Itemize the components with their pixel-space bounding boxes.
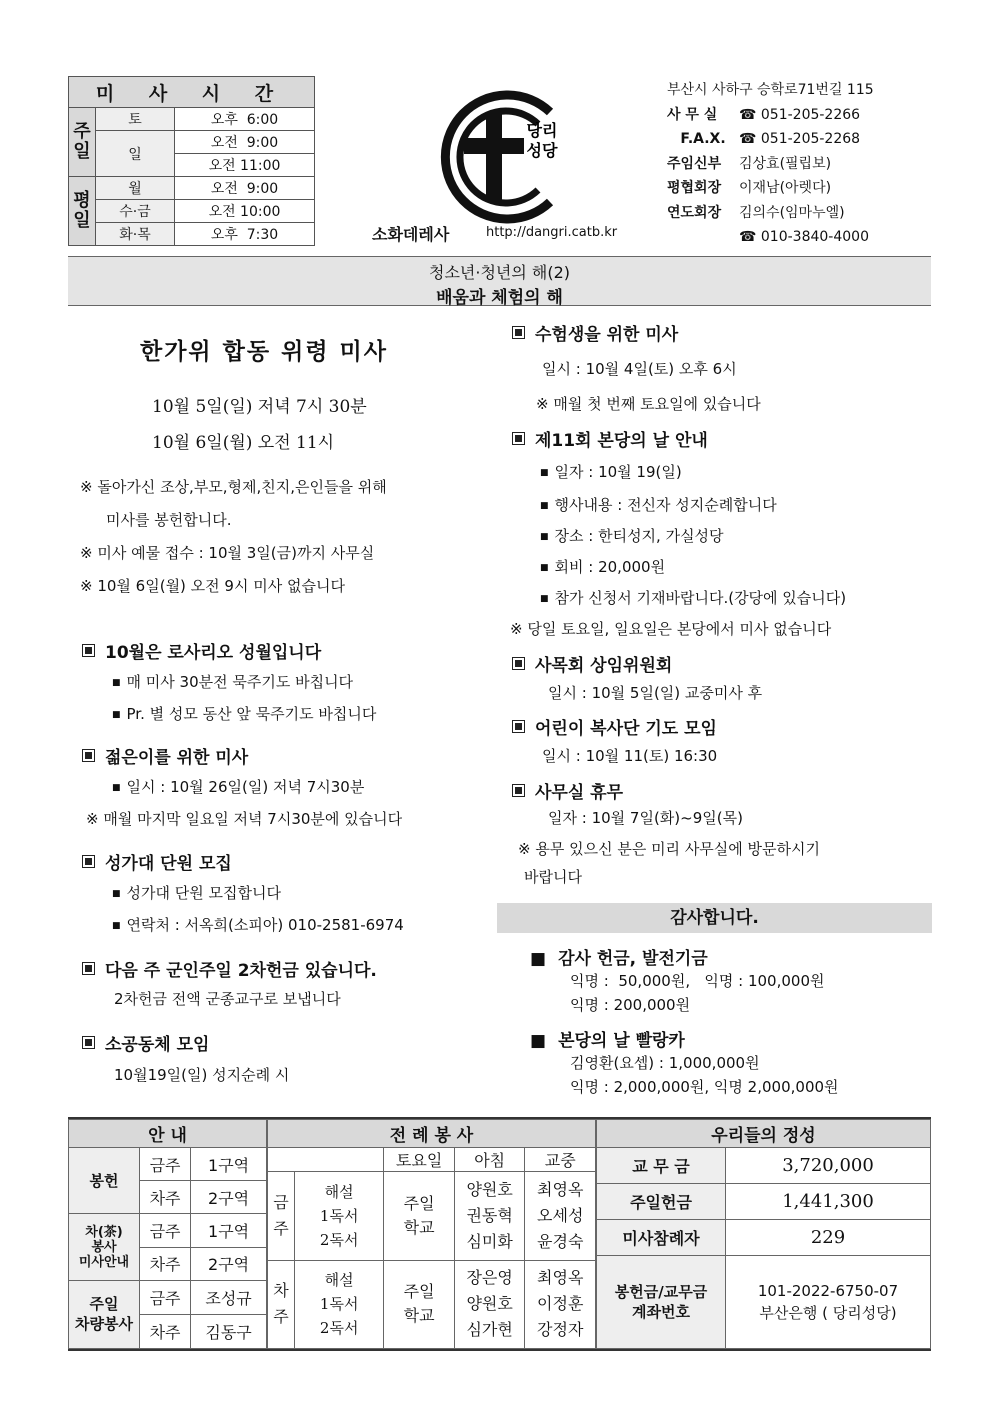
- liturgy-col-header: 교중: [525, 1148, 596, 1172]
- next-week-label: 차 주: [268, 1260, 295, 1349]
- offering-label: 봉헌: [69, 1148, 140, 1214]
- notice-title: 다음 주 군인주일 2차헌금 있습니다.: [82, 956, 377, 981]
- website-link[interactable]: http://dangri.catb.kr: [486, 225, 618, 240]
- sunday-offering-label: 주일헌금: [597, 1184, 726, 1220]
- mass-time: 오후 6:00: [175, 108, 315, 131]
- thanks-title: ■ 본당의 날 빨랑카: [530, 1031, 685, 1051]
- sunday-group-label: 주일: [69, 108, 96, 177]
- church-info: [667, 78, 937, 250]
- mass-time-table: [68, 76, 315, 246]
- mass-day: 월: [96, 177, 175, 200]
- notice-title: 사무실 휴무: [512, 778, 623, 803]
- mass-day: 토: [96, 108, 175, 131]
- main-note: ※ 미사 예물 접수 : 10월 3일(금)까지 사무실: [80, 544, 375, 562]
- notice-line: ※ 매월 첫 번째 토요일에 있습니다: [536, 395, 761, 413]
- notice-title: 제11회 본당의 날 안내: [512, 426, 708, 451]
- church-logo: [430, 82, 580, 232]
- notice-line: ■ 참가 신청서 기재바랍니다.(강당에 있습니다): [540, 589, 847, 607]
- liturgy-roles: 해설 1독서 2독서: [295, 1172, 384, 1261]
- liturgy-col-header: 아침: [454, 1148, 525, 1172]
- account-number: 101-2022-6750-07: [757, 1282, 899, 1300]
- guide-title: 안 내: [69, 1120, 267, 1148]
- box-bullet-icon: [512, 720, 525, 733]
- fax-label: F.A.X.: [680, 131, 726, 147]
- union-name: 김의수(임마누엘): [739, 204, 845, 221]
- box-bullet-icon: [82, 749, 95, 762]
- notice-line: 일시 : 10월 4일(토) 오후 6시: [542, 360, 737, 378]
- mass-day: 일: [96, 131, 175, 177]
- notice-title: 젊은이를 위한 미사: [82, 743, 248, 768]
- priest-label: 주임신부: [667, 155, 722, 172]
- box-bullet-icon: [82, 855, 95, 868]
- logo-text-top: 당리: [526, 121, 558, 140]
- offerings-title: 우리들의 정성: [597, 1120, 931, 1148]
- notice-line: 일시 : 10월 5일(일) 교중미사 후: [548, 684, 763, 702]
- bank-name: 부산은행 ( 당리성당): [759, 1304, 897, 1322]
- notice-title: 소공동체 모임: [82, 1030, 209, 1055]
- notice-line: ■ 회비 : 20,000원: [540, 558, 666, 576]
- morning-servers: 장은영 양원호 심가현: [454, 1260, 525, 1349]
- mass-time: 오전 9:00: [175, 131, 315, 154]
- notice-line: ■ 연락처 : 서옥희(소피아) 010-2581-6974: [112, 916, 404, 934]
- notice-line: 일시 : 10월 11(토) 16:30: [542, 747, 718, 765]
- thanks-line: 익명 : 2,000,000원, 익명 2,000,000원: [570, 1078, 839, 1096]
- box-bullet-icon: [512, 657, 525, 670]
- guide-value: 김동구: [191, 1314, 267, 1348]
- thanks-line: 익명 : 50,000원, 익명 : 100,000원: [570, 972, 825, 990]
- guide-value: 조성규: [191, 1280, 267, 1314]
- notice-line: ■ 일자 : 10월 19(일): [540, 463, 682, 481]
- patron-name: 소화데레사: [372, 225, 450, 244]
- mass-time: 오후 7:30: [175, 223, 315, 246]
- office-phone: ☎ 051-205-2266: [739, 106, 861, 123]
- week-label: 차주: [140, 1247, 191, 1280]
- main-note: 미사를 봉헌합니다.: [106, 511, 232, 529]
- week-label: 금주: [140, 1214, 191, 1247]
- week-label: 금주: [140, 1148, 191, 1181]
- saturday-service: 주일 학교: [384, 1260, 455, 1349]
- box-bullet-icon: [512, 784, 525, 797]
- notice-line: ※ 당일 토요일, 일요일은 본당에서 미사 없습니다: [510, 620, 832, 638]
- guide-value: 1구역: [191, 1214, 267, 1247]
- main-note: ※ 돌아가신 조상,부모,형제,친지,은인들을 위해: [80, 478, 387, 496]
- notice-line: 바랍니다: [524, 868, 582, 886]
- main-servers: 최영옥 이정훈 강정자: [525, 1260, 596, 1349]
- week-label: 금주: [140, 1280, 191, 1314]
- notice-line: ■ 장소 : 한티성지, 가실성당: [540, 527, 724, 545]
- tithe-label: 교 무 금: [597, 1148, 726, 1184]
- liturgy-col-header: 토요일: [384, 1148, 455, 1172]
- saturday-service: 주일 학교: [384, 1172, 455, 1261]
- banner-line1: 청소년·청년의 해(2): [428, 263, 571, 282]
- pastoral-name: 이재남(아렛다): [739, 180, 832, 196]
- office-label: 사 무 실: [667, 106, 718, 123]
- guide-value: 2구역: [191, 1181, 267, 1214]
- box-bullet-icon: [82, 1036, 95, 1049]
- bottom-info-area: [68, 1117, 931, 1351]
- box-bullet-icon: [82, 644, 95, 657]
- thanks-line: 김영환(요셉) : 1,000,000원: [570, 1054, 760, 1072]
- banner-line2: 배움과 체험의 해: [436, 288, 563, 308]
- sunday-offering-value: 1,441,300: [726, 1184, 931, 1220]
- mass-time-title: 미 사 시 간: [69, 77, 315, 108]
- guide-table: [68, 1119, 267, 1349]
- notice-title: 10월은 로사리오 성월입니다: [82, 638, 321, 663]
- union-label: 연도회장: [667, 204, 722, 221]
- notice-line: ■ 성가대 단원 모집합니다: [112, 884, 281, 902]
- attendance-value: 229: [726, 1220, 931, 1256]
- liturgy-title: 전 례 봉 사: [268, 1120, 596, 1148]
- weekday-group-label: 평일: [69, 177, 96, 246]
- thanks-header: 감사합니다.: [497, 903, 932, 933]
- guide-value: 2구역: [191, 1247, 267, 1280]
- notice-line: ※ 매월 마지막 일요일 저녁 7시30분에 있습니다: [86, 810, 403, 828]
- address: 부산시 사하구 승학로71번길 115: [667, 82, 874, 98]
- box-bullet-icon: [512, 326, 525, 339]
- morning-servers: 양원호 권동혁 심미화: [454, 1172, 525, 1261]
- account-info: [726, 1256, 931, 1349]
- priest-name: 김상효(필립보): [739, 155, 832, 172]
- liturgy-roles: 해설 1독서 2독서: [295, 1260, 384, 1349]
- week-label: 차주: [140, 1314, 191, 1348]
- parking-service-label: 주일 차량봉사: [69, 1280, 140, 1348]
- notice-title: 수험생을 위한 미사: [512, 320, 678, 345]
- union-phone: ☎ 010-3840-4000: [739, 229, 869, 245]
- main-note: ※ 10월 6일(월) 오전 9시 미사 없습니다: [80, 577, 345, 595]
- notice-line: ■ 매 미사 30분전 묵주기도 바칩니다: [112, 673, 354, 691]
- guide-value: 1구역: [191, 1148, 267, 1181]
- tea-service-label: 차(茶) 봉사 미사안내: [69, 1214, 140, 1280]
- mass-day: 화·목: [96, 223, 175, 246]
- week-label: 차주: [140, 1181, 191, 1214]
- theme-banner: [68, 256, 931, 306]
- main-servers: 최영옥 오세성 윤경숙: [525, 1172, 596, 1261]
- mass-time: 오전 11:00: [175, 154, 315, 177]
- this-week-label: 금 주: [268, 1172, 295, 1261]
- offerings-table: [596, 1119, 931, 1349]
- attendance-label: 미사참례자: [597, 1220, 726, 1256]
- notice-line: 2차헌금 전액 군종교구로 보냅니다: [114, 990, 341, 1008]
- main-date: 10월 6일(월) 오전 11시: [152, 433, 335, 453]
- box-bullet-icon: [512, 432, 525, 445]
- main-notice-title: 한가위 합동 위령 미사: [140, 338, 388, 365]
- thanks-title: ■ 감사 헌금, 발전기금: [530, 949, 708, 969]
- thanks-line: 익명 : 200,000원: [570, 996, 691, 1014]
- notice-title: 성가대 단원 모집: [82, 849, 232, 874]
- notice-line: 10월19일(일) 성지순례 시: [114, 1066, 290, 1084]
- notice-title: 사목회 상임위원회: [512, 651, 672, 676]
- notice-line: ■ 행사내용 : 전신자 성지순례합니다: [540, 496, 777, 514]
- notice-line: ※ 용무 있으신 분은 미리 사무실에 방문하시기: [518, 840, 820, 858]
- pastoral-label: 평협회장: [667, 180, 722, 196]
- tithe-value: 3,720,000: [726, 1148, 931, 1184]
- notice-line: ■ 일시 : 10월 26일(일) 저녁 7시30분: [112, 778, 365, 796]
- box-bullet-icon: [82, 962, 95, 975]
- fax-phone: ☎ 051-205-2268: [739, 131, 861, 147]
- notice-line: 일자 : 10월 7일(화)~9일(목): [548, 809, 743, 827]
- mass-time: 오전 10:00: [175, 200, 315, 223]
- notice-title: 어린이 복사단 기도 모임: [512, 714, 717, 739]
- logo-text-bottom: 성당: [526, 141, 558, 160]
- account-label: 봉헌금/교무금 계좌번호: [597, 1256, 726, 1349]
- liturgy-table: [267, 1119, 596, 1349]
- notice-line: ■ Pr. 별 성모 동산 앞 묵주기도 바칩니다: [112, 705, 377, 723]
- main-date: 10월 5일(일) 저녁 7시 30분: [152, 397, 367, 417]
- mass-time: 오전 9:00: [175, 177, 315, 200]
- mass-day: 수·금: [96, 200, 175, 223]
